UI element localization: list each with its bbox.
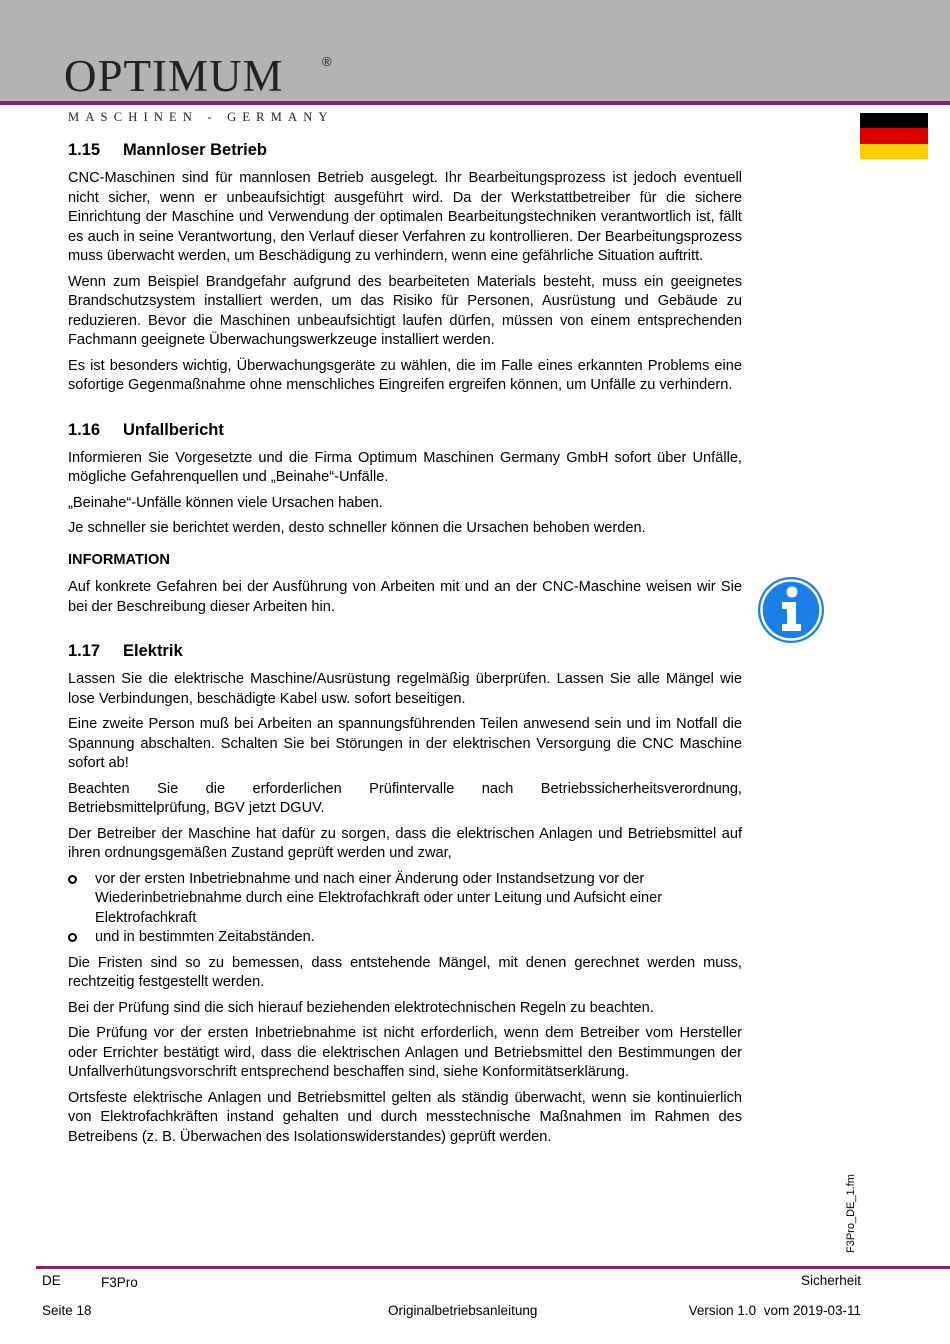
logo-registered-mark: ® (322, 54, 332, 69)
paragraph: CNC-Maschinen sind für mannlosen Betrieb ausgelegt. Ihr Bearbeitungsprozess ist jedoch eventuell nicht sicher, wenn er unbeaufsichtigt ausgeführt wird. Da der Werkstattbetreiber für die sichere Einrichtung der Maschine und Verwendung der optimalen Bearbeitungstechniken verantwortlich ist, fällt es auch in seine Verantwortung, den Verlauf dieser Verfahren zu kontrollieren. Der Bearbeitungsprozess muss überwacht werden, um Beschädigung zu verhindern, wenn eine gefährliche Situation auftritt. (68, 170, 742, 264)
section-unfallbericht (68, 418, 742, 618)
section-elektrik (68, 639, 742, 1147)
bullet-list (68, 870, 742, 948)
logo-text: OPTIMUM (64, 51, 284, 101)
paragraph: Die Fristen sind so zu bemessen, dass entstehende Mängel, mit denen gerechnet werden muss, rechtzeitig festgestellt werden. (68, 954, 742, 990)
list-item-text: vor der ersten Inbetriebnahme und nach einer Änderung oder Instandsetzung vor der Wiederinbetriebnahme durch eine Elektrofachkraft oder unter Leitung und Aufsicht einer Elektrofachkraft (95, 870, 663, 926)
section-title: Mannloser Betrieb (123, 141, 267, 159)
footer-document-type: Originalbetriebsanleitung (388, 1303, 538, 1318)
list-item (68, 870, 742, 929)
bullet-circle-icon (68, 875, 77, 884)
paragraph: Es ist besonders wichtig, Überwachungsgeräte zu wählen, die im Falle eines erkannten Problems eine sofortige Gegenmaßnahme ohne menschliches Eingreifen ergreifen können, um Unfälle zu verhindern. (68, 357, 742, 393)
paragraph: Eine zweite Person muß bei Arbeiten an spannungsführenden Teilen anwesend sein und im Notfall die Spannung abschalten. Schalten Sie bei Störungen in der elektrischen Versorgung die CNC Maschine sofort ab! (68, 716, 742, 771)
information-icon (758, 577, 824, 643)
section-number: 1.15 (68, 141, 101, 159)
section-number: 1.16 (68, 420, 101, 439)
flag-stripe-gold (860, 144, 928, 159)
paragraph: Wenn zum Beispiel Brandgefahr aufgrund des bearbeiteten Materials besteht, muss ein geeignetes Brandschutzsystem installiert werden, um das Risiko für Personen, Ausrüstung und Gebäude zu reduzieren. Bevor die Maschinen unbeaufsichtigt laufen dürfen, müssen von einem entsprechenden Fachmann geeignete Überwachungswerkzeuge installiert werden. (68, 273, 742, 348)
paragraph: Beachten Sie die erforderlichen Prüfintervalle nach Betriebssicherheitsverordnung, Betriebsmittelprüfung, BGV jetzt DGUV. (68, 780, 742, 816)
footer-page-number: Seite 18 (42, 1303, 92, 1318)
section-heading (68, 418, 742, 442)
footer-model: F3Pro (101, 1275, 138, 1290)
list-item-text: und in bestimmten Zeitabständen. (95, 929, 315, 945)
file-name-note: F3Pro_DE_1.fm (845, 1174, 857, 1253)
header-rule (0, 101, 950, 105)
paragraph: Lassen Sie die elektrische Maschine/Ausrüstung regelmäßig überprüfen. Lassen Sie alle Mängel wie lose Verbindungen, beschädigte Kabel usw. sofort beseitigen. (68, 671, 742, 707)
section-title: Unfallbericht (123, 420, 224, 439)
flag-stripe-black (860, 113, 928, 128)
logo-subtitle: MASCHINEN - GERMANY (68, 110, 334, 124)
list-item (68, 928, 742, 948)
section-heading (68, 639, 742, 663)
footer-language: DE (42, 1273, 61, 1288)
paragraph: Der Betreiber der Maschine hat dafür zu sorgen, dass die elektrischen Anlagen und Betriebsmittel auf ihren ordnungsgemäßen Zustand geprüft werden und zwar, (68, 825, 742, 861)
main-content (68, 138, 742, 1169)
paragraph: Ortsfeste elektrische Anlagen und Betriebsmittel gelten als ständig überwacht, wenn sie kontinuierlich von Elektrofachkräften instand gehalten und durch messtechnische Maßnahmen im Rahmen des Betreibens (z. B. Überwachen des Isolationswiderstandes) geprüft werden. (68, 1089, 742, 1145)
paragraph: Je schneller sie berichtet werden, desto schneller können die Ursachen behoben werden. (68, 520, 646, 536)
paragraph: Bei der Prüfung sind die sich hierauf beziehenden elektrotechnischen Regeln zu beachten. (68, 999, 654, 1016)
section-heading (68, 138, 742, 162)
section-title: Elektrik (123, 642, 183, 660)
information-heading: INFORMATION (68, 551, 170, 568)
footer-rule (36, 1266, 950, 1269)
section-number: 1.17 (68, 642, 101, 660)
paragraph: „Beinahe“-Unfälle können viele Ursachen haben. (68, 494, 383, 511)
paragraph: Informieren Sie Vorgesetzte und die Firma Optimum Maschinen Germany GmbH sofort über Unfälle, mögliche Gefahrenquellen und „Beinahe“-Unfälle. (68, 449, 742, 485)
bullet-circle-icon (68, 933, 77, 942)
german-flag-icon (860, 113, 928, 159)
footer-version: Version 1.0 vom 2019-03-11 (688, 1303, 861, 1318)
section-mannloser-betrieb (68, 138, 742, 396)
information-text: Auf konkrete Gefahren bei der Ausführung von Arbeiten mit und an der CNC-Maschine weisen wir Sie bei der Beschreibung dieser Arbeiten hin. (68, 579, 742, 615)
footer-chapter: Sicherheit (800, 1273, 861, 1288)
paragraph: Die Prüfung vor der ersten Inbetriebnahme ist nicht erforderlich, wenn dem Betreiber vom Hersteller oder Errichter bestätigt wird, dass die elektrischen Anlagen und Betriebsmittel den Bestimmungen der Unfallverhütungsvorschrift entsprechend beschaffen sind, siehe Konformitätserklärung. (68, 1025, 742, 1080)
flag-stripe-red (860, 128, 928, 143)
